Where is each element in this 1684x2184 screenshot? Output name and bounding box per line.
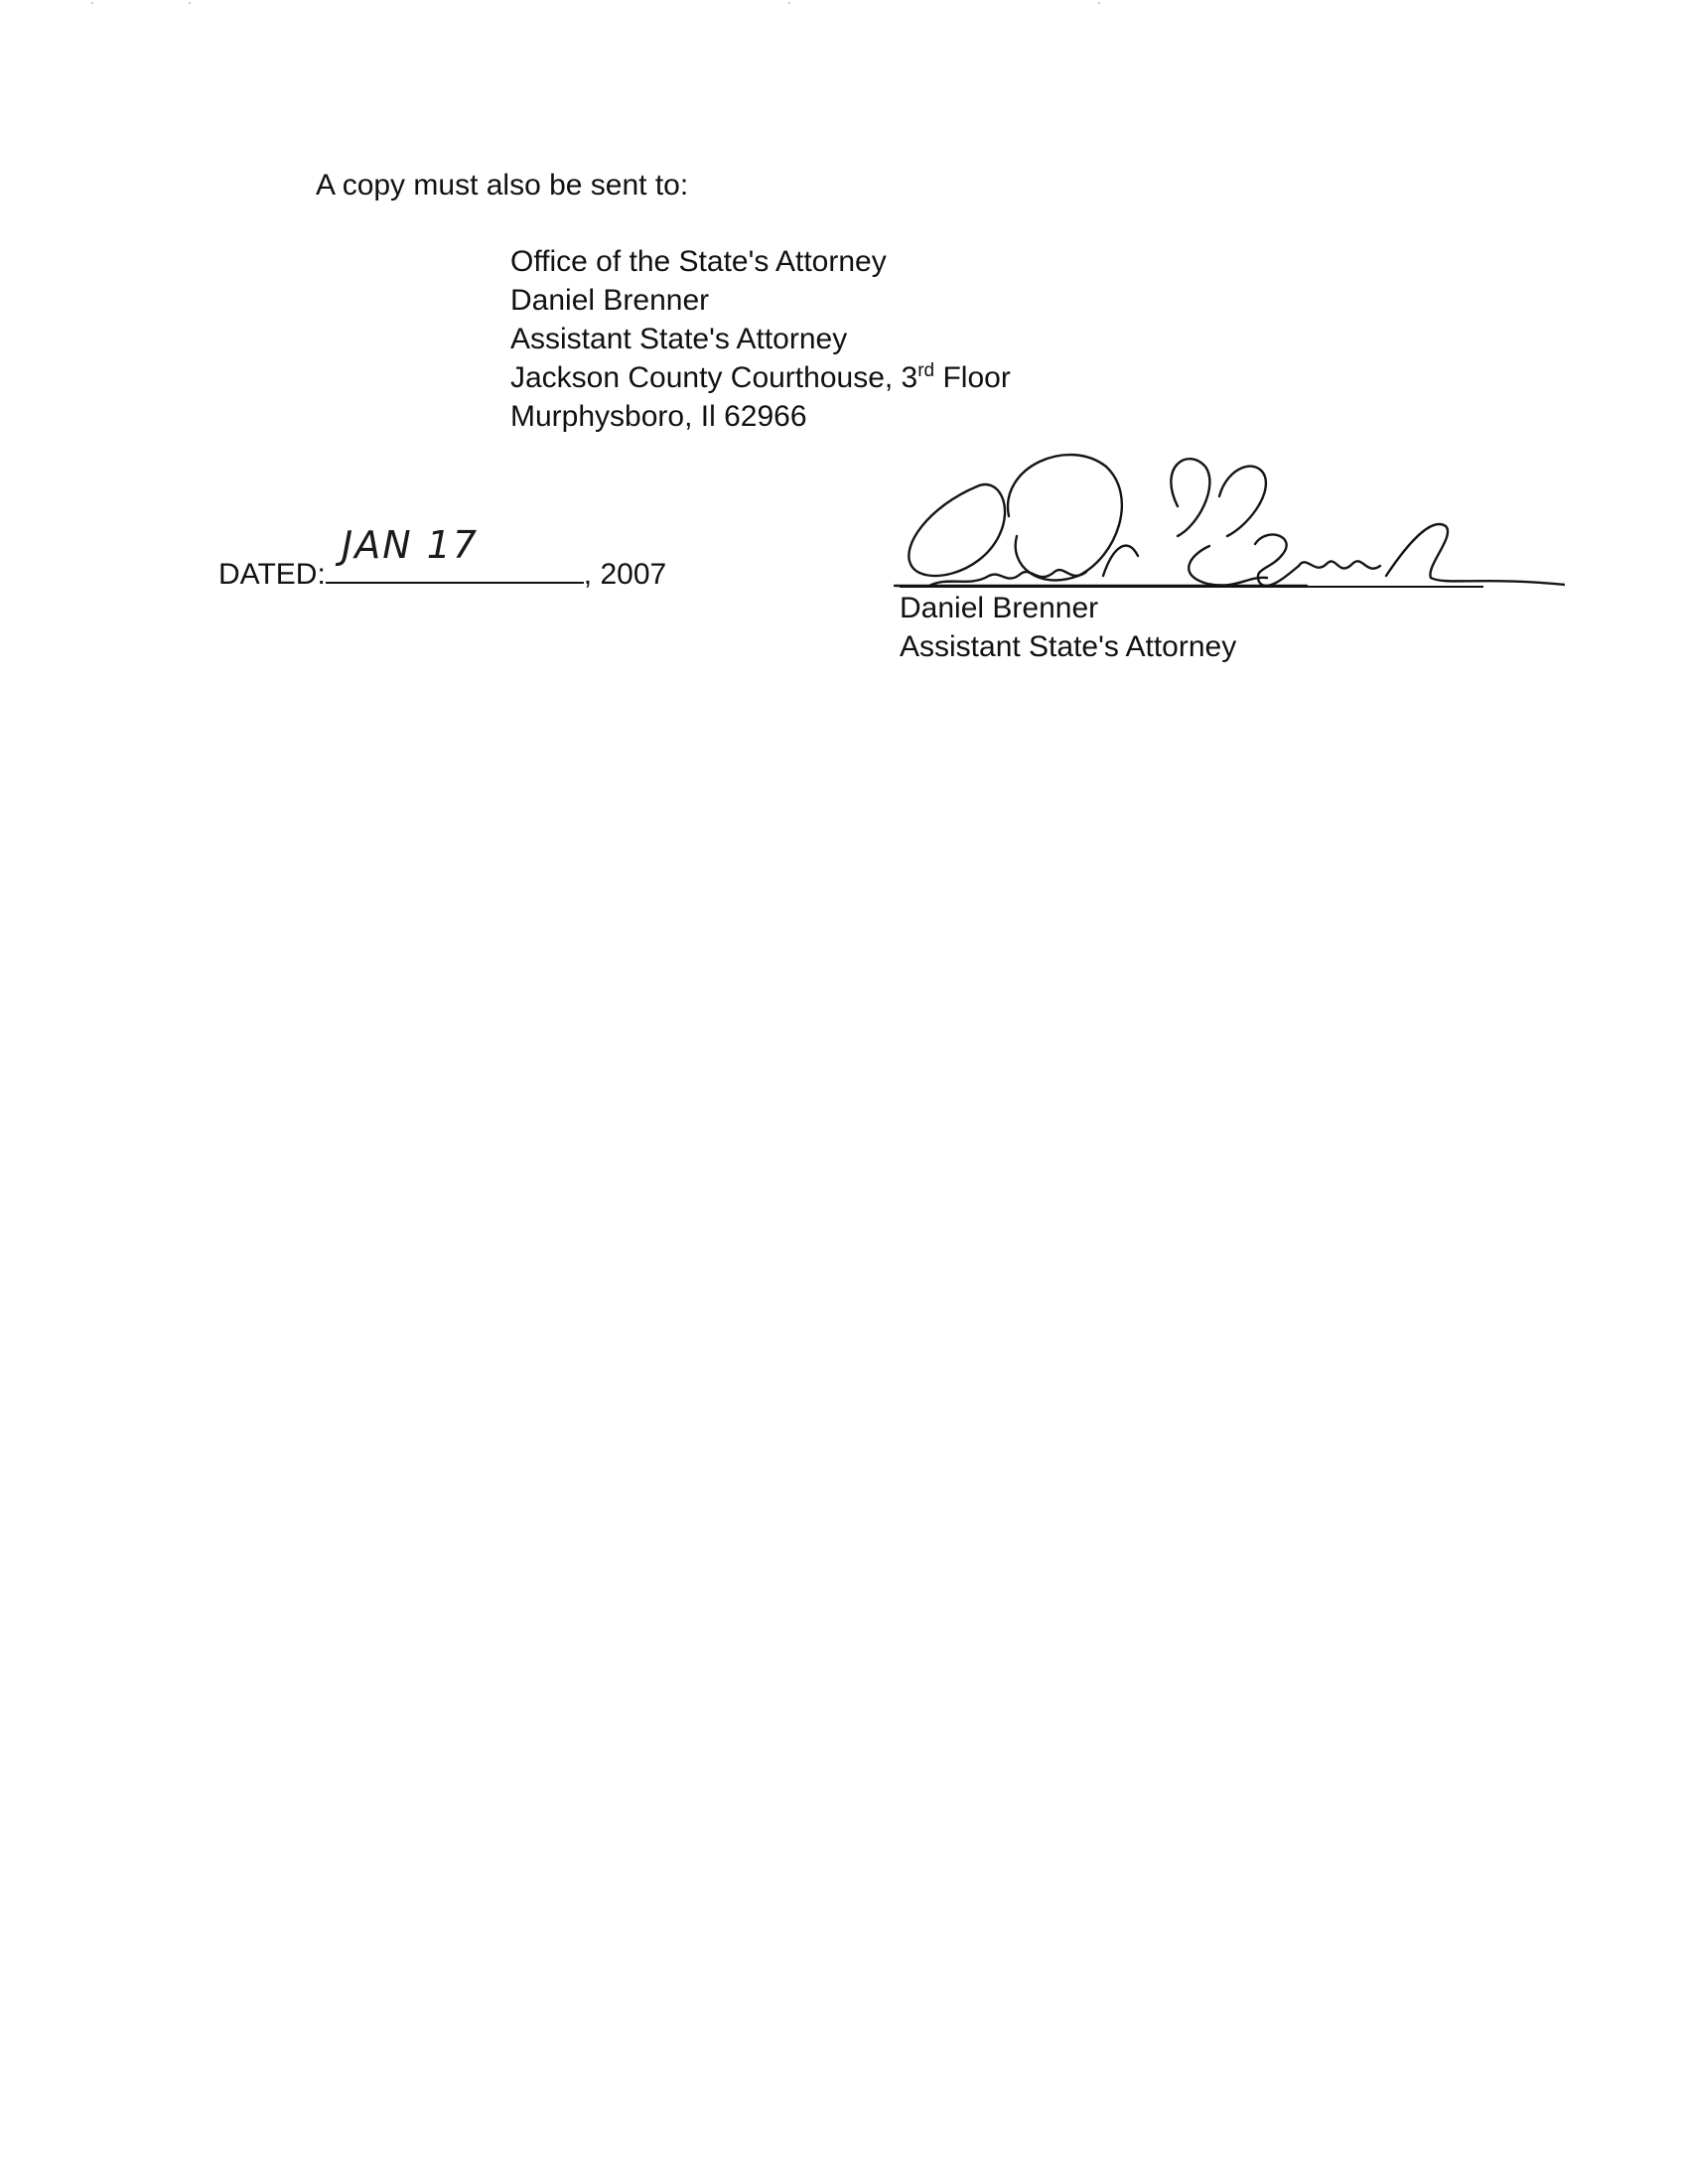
scan-speck [1098, 2, 1100, 4]
recipient-city: Murphysboro, Il 62966 [510, 400, 807, 433]
dated-year: , 2007 [583, 558, 667, 591]
scan-speck [788, 2, 790, 4]
recipient-street-end: Floor [934, 361, 1011, 394]
recipient-street-main: Jackson County Courthouse, 3 [510, 361, 918, 394]
recipient-street [510, 359, 1011, 397]
recipient-office: Office of the State's Attorney [510, 245, 887, 278]
copy-intro-text: A copy must also be sent to: [316, 169, 689, 202]
scan-speck [189, 2, 191, 4]
recipient-title: Assistant State's Attorney [510, 323, 848, 355]
scan-speck [91, 2, 93, 4]
signer-name: Daniel Brenner [900, 592, 1099, 624]
signature-line [900, 586, 1483, 588]
recipient-name: Daniel Brenner [510, 284, 710, 317]
signer-title: Assistant State's Attorney [900, 630, 1237, 663]
ordinal-suffix: rd [917, 360, 935, 381]
handwritten-date: JAN 17 [342, 523, 480, 567]
dated-label: DATED: [218, 558, 326, 591]
handwritten-signature [890, 427, 1565, 606]
